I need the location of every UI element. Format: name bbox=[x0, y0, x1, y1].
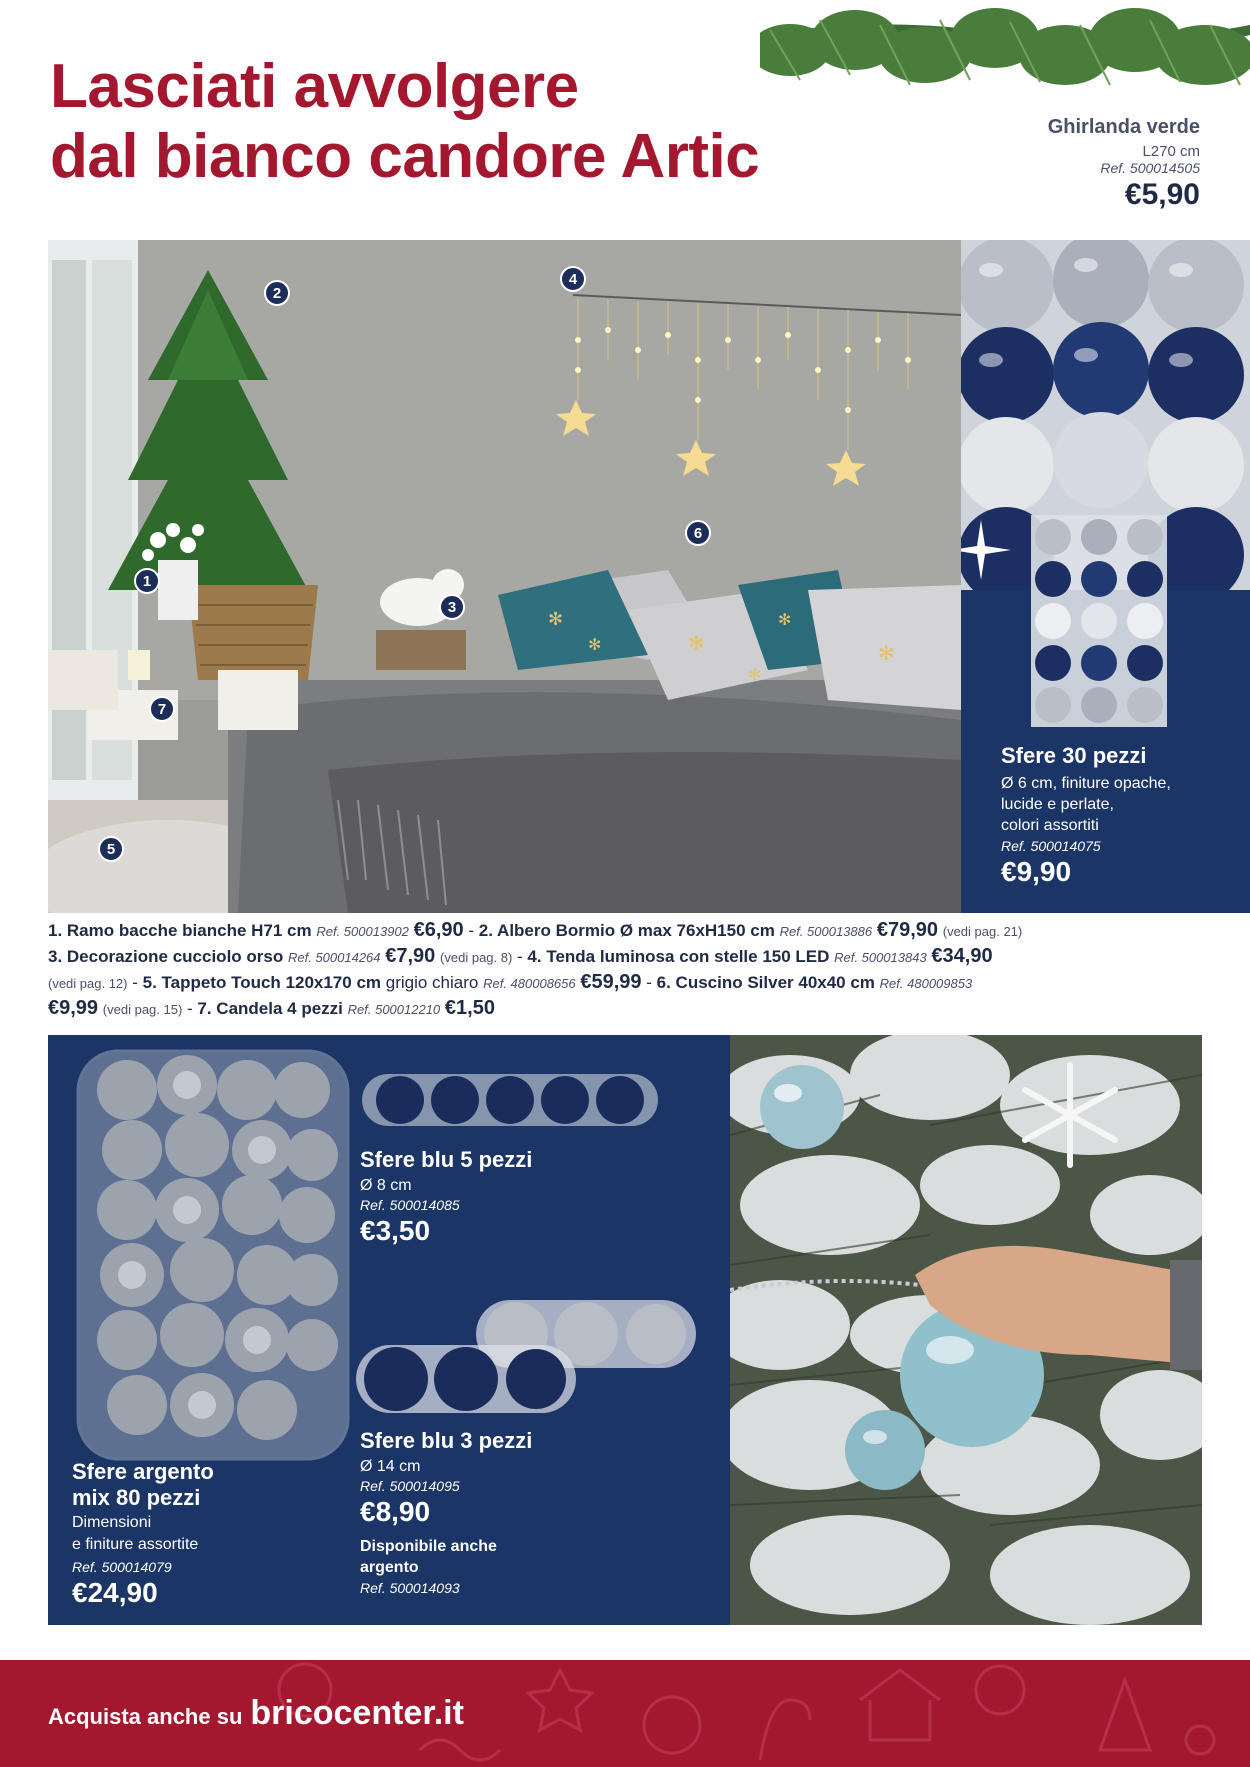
ornaments-30-desc-line-3: colori assortiti bbox=[1001, 817, 1099, 834]
footer-prefix: Acquista anche su bbox=[48, 1704, 243, 1729]
badge-4: 4 bbox=[560, 266, 586, 292]
item-1-name: 1. Ramo bacche bianche H71 cm bbox=[48, 921, 312, 940]
sparkle-icon bbox=[961, 520, 1011, 580]
item-5-ref: Ref. 480008656 bbox=[483, 976, 576, 991]
blue5-desc: Ø 8 cm bbox=[360, 1177, 412, 1194]
item-4-price: €34,90 bbox=[931, 945, 993, 967]
blue3-price: €8,90 bbox=[360, 1496, 431, 1527]
ornaments-30-desc-line-2: lucide e perlate, bbox=[1001, 796, 1114, 813]
blue3-note-line-1: Disponibile anche bbox=[360, 1538, 497, 1555]
ornaments-30-info bbox=[1001, 743, 1171, 888]
item-7-ref: Ref. 500012210 bbox=[347, 1002, 441, 1017]
garland-ref: Ref. 500014505 bbox=[1100, 160, 1200, 176]
title-line-1: Lasciati avvolgere bbox=[50, 52, 579, 121]
item-4-ref: Ref. 500013843 bbox=[834, 950, 927, 965]
separator: - bbox=[463, 921, 479, 940]
blue3-tubes-image bbox=[346, 1290, 706, 1440]
svg-text:✻: ✻ bbox=[778, 610, 792, 629]
title-line-2: dal bianco candore Artic bbox=[50, 122, 760, 191]
item-6-name: 6. Cuscino Silver 40x40 cm bbox=[656, 973, 875, 992]
garland-name: Ghirlanda verde bbox=[1047, 116, 1200, 138]
separator: - bbox=[127, 973, 143, 992]
footer-site-link[interactable]: bricocenter.it bbox=[250, 1694, 464, 1732]
ornaments-30-ref: Ref. 500014075 bbox=[1001, 838, 1101, 854]
silver-mix-info bbox=[72, 1459, 214, 1609]
ornaments-30-price: €9,90 bbox=[1001, 856, 1072, 887]
bedroom-scene-photo bbox=[48, 240, 961, 913]
product-list bbox=[48, 918, 1208, 1022]
blue5-info bbox=[360, 1147, 532, 1247]
silver-mix-ref: Ref. 500014079 bbox=[72, 1559, 172, 1575]
separator: - bbox=[641, 973, 657, 992]
silver-mix-name-line-2: mix 80 pezzi bbox=[72, 1485, 201, 1510]
item-7-price: €1,50 bbox=[444, 997, 495, 1019]
blue5-name: Sfere blu 5 pezzi bbox=[360, 1147, 533, 1172]
item-6-ref: Ref. 480009853 bbox=[879, 976, 973, 991]
badge-2: 2 bbox=[264, 280, 290, 306]
blue3-ref: Ref. 500014095 bbox=[360, 1478, 460, 1494]
blue5-price: €3,50 bbox=[360, 1215, 431, 1246]
item-2-price: €79,90 bbox=[876, 919, 939, 941]
silver-balls-tube-image bbox=[72, 1045, 357, 1465]
svg-text:✻: ✻ bbox=[548, 609, 564, 630]
blue5-ref: Ref. 500014085 bbox=[360, 1197, 460, 1213]
snowy-tree-illustration bbox=[730, 1035, 1202, 1625]
item-2-note: (vedi pag. 21) bbox=[942, 924, 1023, 939]
blue3-desc: Ø 14 cm bbox=[360, 1458, 421, 1475]
item-2-name: 2. Albero Bormio Ø max 76xH150 cm bbox=[478, 921, 775, 940]
bedroom-illustration bbox=[48, 240, 961, 913]
item-4-name: 4. Tenda luminosa con stelle 150 LED bbox=[527, 947, 830, 966]
blue3-note-line-2: argento bbox=[360, 1559, 419, 1576]
silver-mix-desc-line-1: Dimensioni bbox=[72, 1514, 152, 1531]
garland-dimension: L270 cm bbox=[1142, 143, 1200, 160]
item-3-name: 3. Decorazione cucciolo orso bbox=[48, 947, 284, 966]
item-5-name: 5. Tappeto Touch 120x170 cm bbox=[142, 973, 382, 992]
garland-image bbox=[760, 0, 1250, 100]
svg-text:✻: ✻ bbox=[688, 631, 705, 655]
garland-price: €5,90 bbox=[1124, 178, 1200, 211]
item-3-ref: Ref. 500014264 bbox=[287, 950, 381, 965]
blue3-info bbox=[360, 1428, 532, 1596]
item-1-ref: Ref. 500013902 bbox=[316, 924, 409, 939]
item-3-price: €7,90 bbox=[385, 945, 436, 967]
blue3-name: Sfere blu 3 pezzi bbox=[360, 1428, 533, 1453]
item-7-name: 7. Candela 4 pezzi bbox=[197, 999, 343, 1018]
badge-1: 1 bbox=[134, 568, 160, 594]
item-4-note: (vedi pag. 12) bbox=[48, 976, 128, 991]
svg-text:✻: ✻ bbox=[748, 665, 762, 684]
garland-product-info bbox=[1048, 116, 1200, 212]
ornaments-30-panel bbox=[961, 240, 1250, 913]
badge-3: 3 bbox=[439, 594, 465, 620]
snowy-tree-photo bbox=[730, 1035, 1202, 1625]
ornament-box-image bbox=[1031, 515, 1167, 727]
blue5-tube-image bbox=[360, 1070, 660, 1130]
separator: - bbox=[182, 999, 198, 1018]
footer-banner bbox=[0, 1660, 1250, 1767]
ornaments-30-desc bbox=[1001, 773, 1171, 836]
blue3-note-ref: Ref. 500014093 bbox=[360, 1580, 460, 1596]
footer-cta bbox=[48, 1694, 464, 1733]
blue3-note bbox=[360, 1536, 532, 1578]
item-3-note: (vedi pag. 8) bbox=[440, 950, 513, 965]
svg-text:✻: ✻ bbox=[588, 635, 602, 654]
ornaments-products-panel bbox=[48, 1035, 730, 1625]
item-1-price: €6,90 bbox=[413, 919, 464, 941]
ornaments-30-desc-line-1: Ø 6 cm, finiture opache, bbox=[1001, 775, 1171, 792]
ornaments-30-name: Sfere 30 pezzi bbox=[1001, 743, 1147, 768]
badge-5: 5 bbox=[98, 836, 124, 862]
silver-mix-price: €24,90 bbox=[72, 1577, 158, 1608]
item-5-extra: grigio chiaro bbox=[385, 973, 479, 992]
separator: - bbox=[512, 947, 528, 966]
item-6-price: €9,99 bbox=[48, 997, 99, 1019]
badge-7: 7 bbox=[149, 696, 175, 722]
item-2-ref: Ref. 500013886 bbox=[779, 924, 873, 939]
silver-mix-name-line-1: Sfere argento bbox=[72, 1459, 214, 1484]
badge-6: 6 bbox=[685, 520, 711, 546]
silver-mix-desc-line-2: e finiture assortite bbox=[72, 1536, 199, 1553]
item-6-note: (vedi pag. 15) bbox=[102, 1002, 183, 1017]
item-5-price: €59,99 bbox=[580, 971, 642, 993]
svg-text:✻: ✻ bbox=[878, 641, 895, 665]
